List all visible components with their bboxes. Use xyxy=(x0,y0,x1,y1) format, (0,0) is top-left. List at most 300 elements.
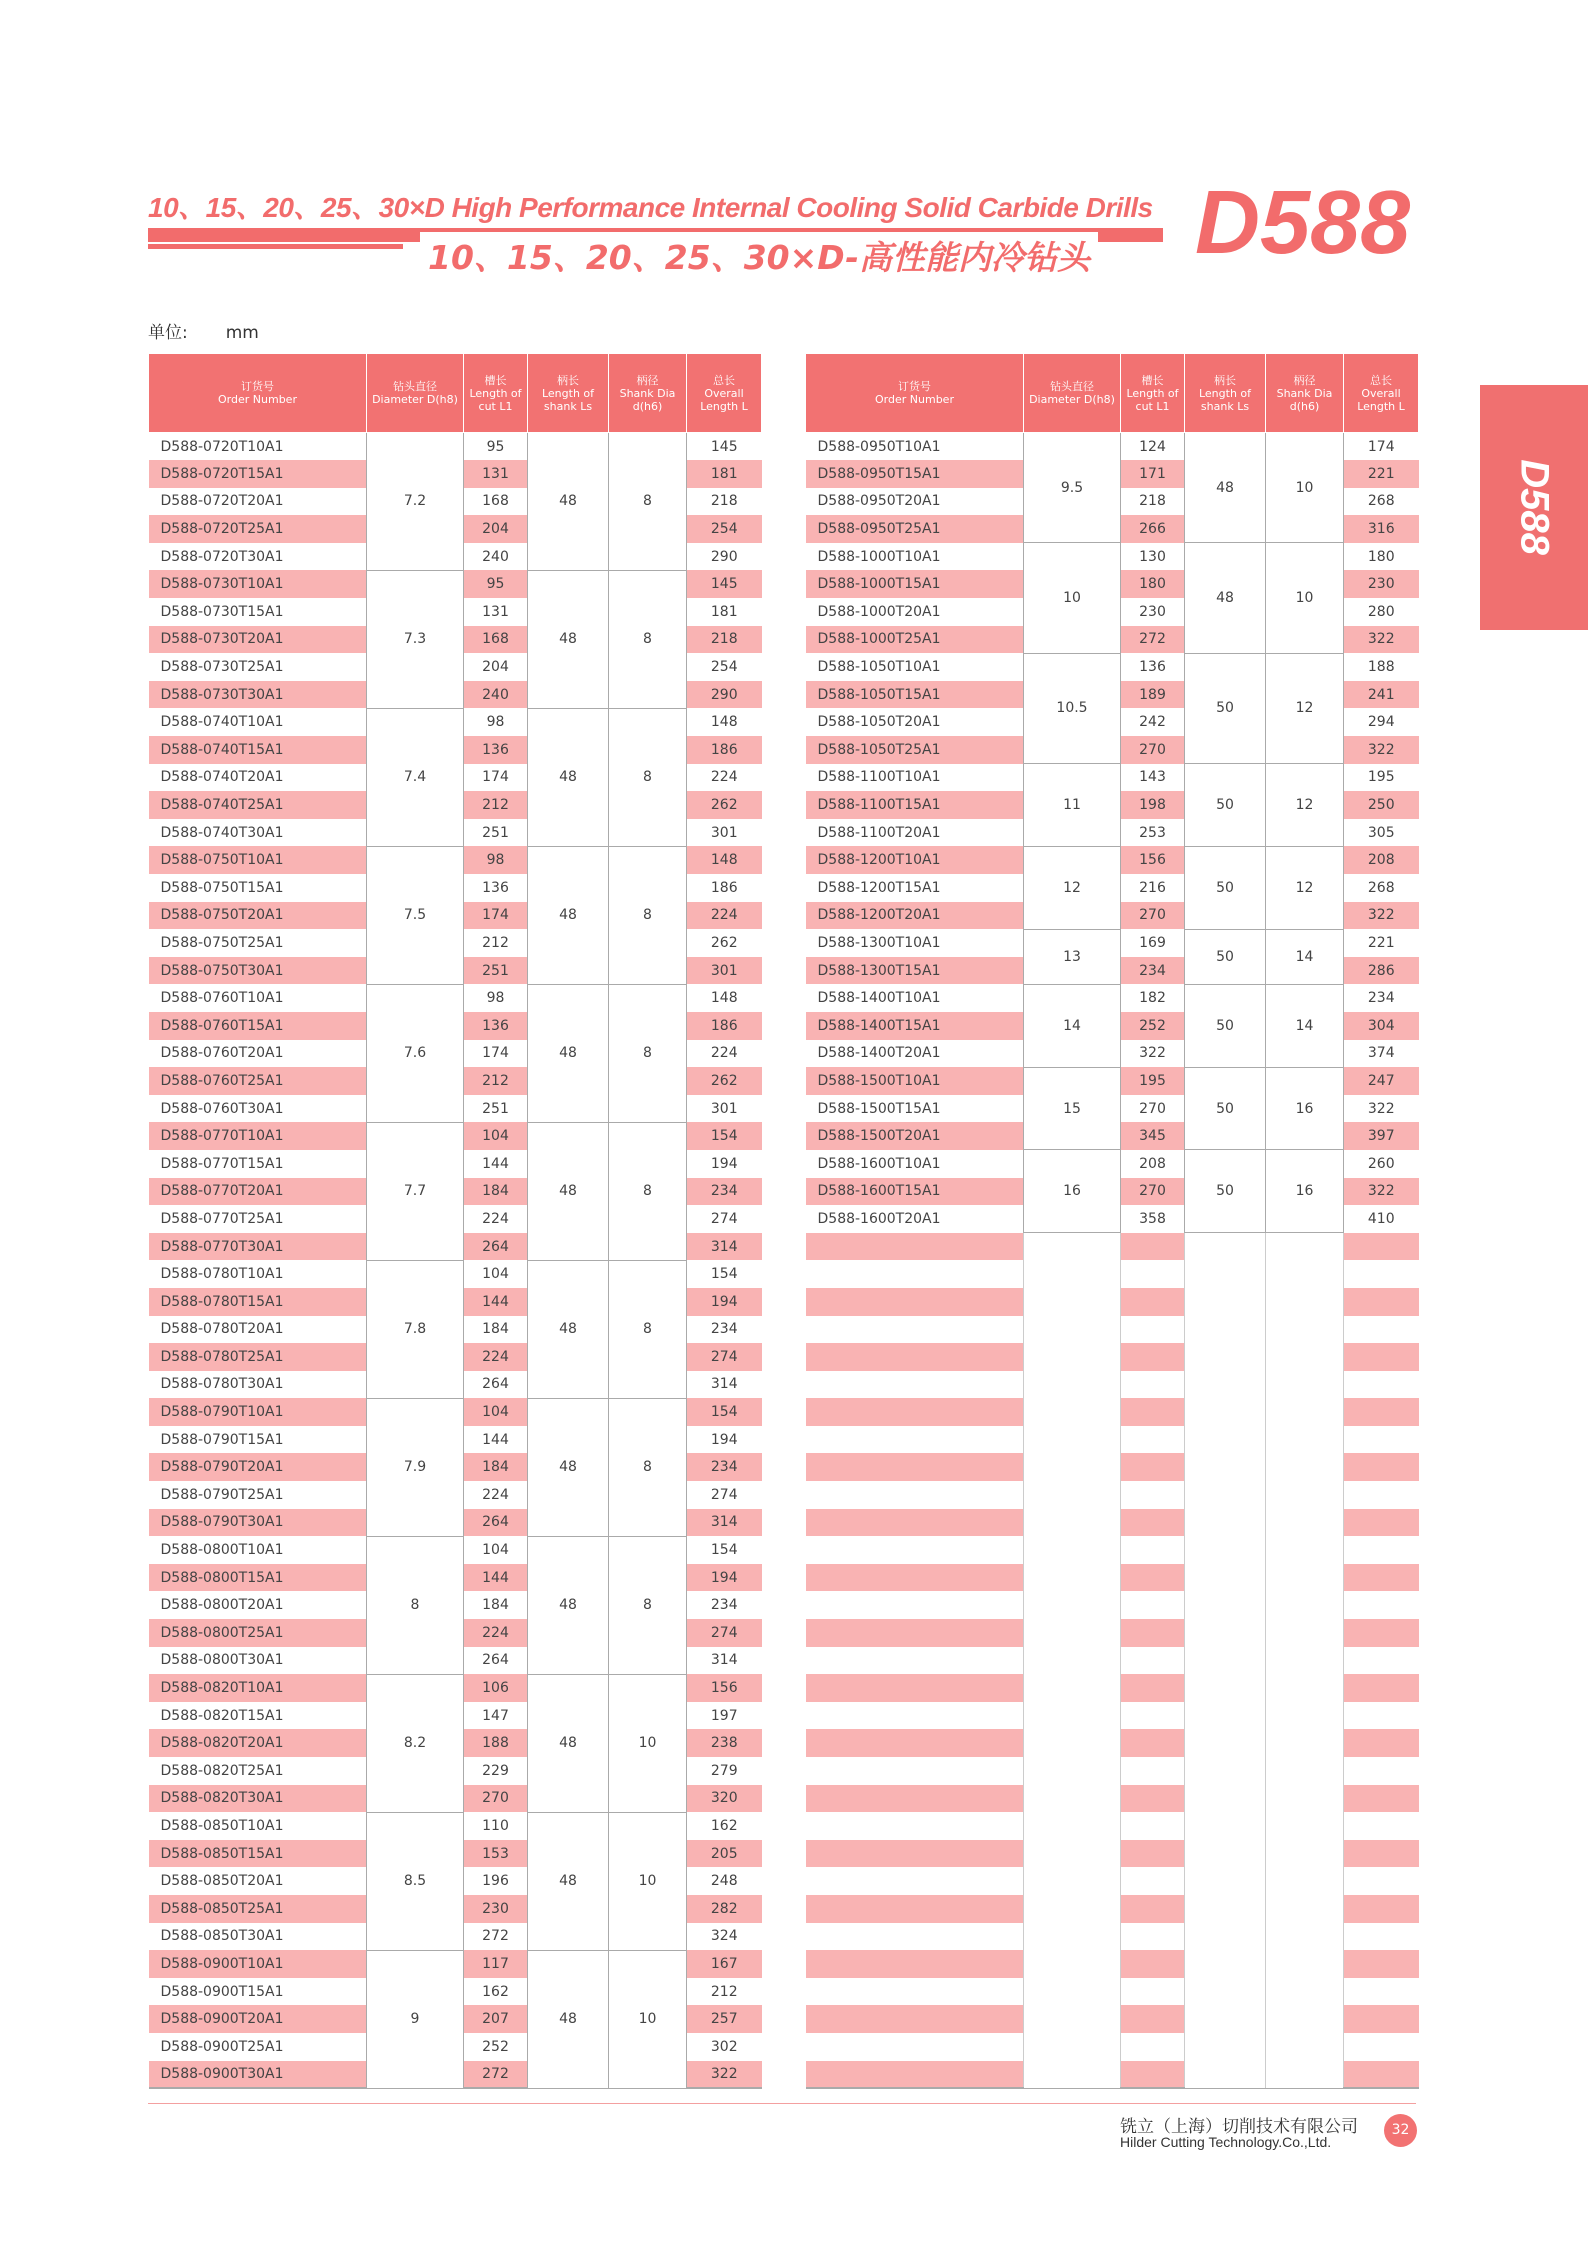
column-header-cn: 柄径 xyxy=(636,373,659,387)
length-of-cut: 117 xyxy=(464,1950,528,1978)
overall-length: 234 xyxy=(687,1453,762,1481)
order-number: D588-0820T10A1 xyxy=(149,1674,367,1702)
column-header-cn: 柄长 xyxy=(1214,373,1236,387)
order-number: D588-0740T15A1 xyxy=(149,736,367,764)
empty-cell xyxy=(1121,1536,1185,1564)
order-number: D588-0820T20A1 xyxy=(149,1729,367,1757)
order-number: D588-0760T25A1 xyxy=(149,1067,367,1095)
diameter-cell: 12 xyxy=(1024,846,1121,929)
shank-length-cell: 48 xyxy=(528,1398,609,1536)
overall-length: 195 xyxy=(1344,764,1419,792)
empty-cell xyxy=(1344,1288,1419,1316)
table-row xyxy=(806,543,1419,571)
overall-length: 250 xyxy=(1344,791,1419,819)
length-of-cut: 144 xyxy=(464,1426,528,1454)
length-of-cut: 240 xyxy=(464,543,528,571)
overall-length: 194 xyxy=(687,1426,762,1454)
length-of-cut: 251 xyxy=(464,957,528,985)
empty-cell xyxy=(806,1288,1024,1316)
table-row xyxy=(149,1812,762,1840)
length-of-cut: 130 xyxy=(1121,543,1185,571)
empty-cell xyxy=(1121,1702,1185,1730)
order-number: D588-1500T20A1 xyxy=(806,1122,1024,1150)
overall-length: 301 xyxy=(687,957,762,985)
empty-cell xyxy=(1344,1674,1419,1702)
order-number: D588-0750T10A1 xyxy=(149,846,367,874)
empty-cell xyxy=(806,1895,1024,1923)
column-header-en: Overall Length L xyxy=(700,386,748,413)
empty-cell xyxy=(1344,1426,1419,1454)
shank-dia-cell: 12 xyxy=(1266,764,1344,847)
column-header-en: Length of cut L1 xyxy=(1126,386,1179,413)
order-number: D588-0800T15A1 xyxy=(149,1564,367,1592)
order-number: D588-0740T25A1 xyxy=(149,791,367,819)
order-number: D588-0780T15A1 xyxy=(149,1288,367,1316)
column-header-en: Length of shank Ls xyxy=(541,386,595,413)
length-of-cut: 104 xyxy=(464,1260,528,1288)
empty-cell xyxy=(1344,1564,1419,1592)
length-of-cut: 184 xyxy=(464,1316,528,1344)
diameter-cell: 14 xyxy=(1024,984,1121,1067)
shank-dia-cell: 10 xyxy=(1266,433,1344,543)
overall-length: 290 xyxy=(687,543,762,571)
empty-cell xyxy=(806,2005,1024,2033)
length-of-cut: 322 xyxy=(1121,1040,1185,1068)
order-number: D588-0770T10A1 xyxy=(149,1122,367,1150)
empty-cell xyxy=(1121,1950,1185,1978)
overall-length: 230 xyxy=(1344,570,1419,598)
empty-cell xyxy=(1121,1895,1185,1923)
overall-length: 279 xyxy=(687,1757,762,1785)
shank-dia-cell: 10 xyxy=(609,1674,687,1812)
order-number: D588-0900T30A1 xyxy=(149,2061,367,2089)
order-number: D588-1100T10A1 xyxy=(806,764,1024,792)
length-of-cut: 184 xyxy=(464,1178,528,1206)
column-header-cn: 钻头直径 xyxy=(393,380,437,393)
overall-length: 238 xyxy=(687,1729,762,1757)
empty-cell xyxy=(1121,1426,1185,1454)
length-of-cut: 184 xyxy=(464,1453,528,1481)
length-of-cut: 168 xyxy=(464,626,528,654)
length-of-cut: 136 xyxy=(464,1012,528,1040)
table-row xyxy=(149,1536,762,1564)
order-number: D588-1500T10A1 xyxy=(806,1067,1024,1095)
length-of-cut: 358 xyxy=(1121,1205,1185,1233)
shank-length-cell: 48 xyxy=(1185,433,1266,543)
overall-length: 304 xyxy=(1344,1012,1419,1040)
order-number: D588-0850T10A1 xyxy=(149,1812,367,1840)
column-header xyxy=(687,354,762,433)
shank-length-cell: 50 xyxy=(1185,984,1266,1067)
empty-cell xyxy=(1344,1260,1419,1288)
length-of-cut: 131 xyxy=(464,598,528,626)
table-row xyxy=(149,1260,762,1288)
order-number: D588-0900T25A1 xyxy=(149,2033,367,2061)
empty-cell xyxy=(1344,1536,1419,1564)
empty-cell xyxy=(1121,1674,1185,1702)
order-number: D588-0720T20A1 xyxy=(149,488,367,516)
empty-cell xyxy=(806,1619,1024,1647)
order-number: D588-0750T30A1 xyxy=(149,957,367,985)
length-of-cut: 198 xyxy=(1121,791,1185,819)
order-number: D588-1200T20A1 xyxy=(806,902,1024,930)
length-of-cut: 224 xyxy=(464,1619,528,1647)
unit-label-text: 单位: xyxy=(148,323,188,343)
column-header xyxy=(149,354,367,433)
empty-cell xyxy=(1344,2033,1419,2061)
diameter-cell: 7.8 xyxy=(367,1260,464,1398)
empty-cell xyxy=(1121,1288,1185,1316)
length-of-cut: 234 xyxy=(1121,957,1185,985)
column-header-en: Length of shank Ls xyxy=(1198,386,1252,413)
length-of-cut: 124 xyxy=(1121,433,1185,461)
empty-cell xyxy=(1344,1398,1419,1426)
length-of-cut: 188 xyxy=(464,1729,528,1757)
overall-length: 260 xyxy=(1344,1150,1419,1178)
order-number: D588-1050T10A1 xyxy=(806,653,1024,681)
length-of-cut: 174 xyxy=(464,1040,528,1068)
overall-length: 268 xyxy=(1344,874,1419,902)
page-number: 32 xyxy=(1384,2114,1417,2147)
length-of-cut: 270 xyxy=(1121,902,1185,930)
length-of-cut: 251 xyxy=(464,1095,528,1123)
length-of-cut: 216 xyxy=(1121,874,1185,902)
order-number: D588-0730T25A1 xyxy=(149,653,367,681)
length-of-cut: 204 xyxy=(464,515,528,543)
empty-cell xyxy=(806,1812,1024,1840)
order-number: D588-0850T20A1 xyxy=(149,1867,367,1895)
length-of-cut: 182 xyxy=(1121,984,1185,1012)
length-of-cut: 264 xyxy=(464,1233,528,1261)
empty-cell xyxy=(1121,1481,1185,1509)
length-of-cut: 131 xyxy=(464,460,528,488)
overall-length: 286 xyxy=(1344,957,1419,985)
overall-length: 234 xyxy=(687,1316,762,1344)
empty-cell xyxy=(1121,1757,1185,1785)
table-row xyxy=(149,1122,762,1150)
empty-cell xyxy=(1121,1867,1185,1895)
diameter-cell: 7.9 xyxy=(367,1398,464,1536)
shank-dia-cell: 8 xyxy=(609,1536,687,1674)
overall-length: 234 xyxy=(687,1591,762,1619)
order-number: D588-0760T20A1 xyxy=(149,1040,367,1068)
shank-length-cell: 50 xyxy=(1185,929,1266,984)
empty-cell xyxy=(1121,1923,1185,1951)
order-number: D588-1600T20A1 xyxy=(806,1205,1024,1233)
overall-length: 167 xyxy=(687,1950,762,1978)
overall-length: 186 xyxy=(687,874,762,902)
empty-cell xyxy=(1024,1233,1121,2088)
overall-length: 302 xyxy=(687,2033,762,2061)
column-header xyxy=(464,354,528,433)
overall-length: 254 xyxy=(687,515,762,543)
order-number: D588-1300T15A1 xyxy=(806,957,1024,985)
empty-cell xyxy=(1344,1812,1419,1840)
order-number: D588-0750T25A1 xyxy=(149,929,367,957)
order-number: D588-0800T25A1 xyxy=(149,1619,367,1647)
empty-cell xyxy=(806,1591,1024,1619)
column-header xyxy=(1185,354,1266,433)
table-row xyxy=(806,764,1419,792)
empty-cell xyxy=(806,1978,1024,2006)
empty-cell xyxy=(806,1867,1024,1895)
order-number: D588-1400T20A1 xyxy=(806,1040,1024,1068)
shank-length-cell: 48 xyxy=(528,1812,609,1950)
empty-cell xyxy=(806,2061,1024,2089)
empty-cell xyxy=(1121,2005,1185,2033)
table-row xyxy=(806,984,1419,1012)
overall-length: 322 xyxy=(1344,626,1419,654)
overall-length: 194 xyxy=(687,1564,762,1592)
empty-cell xyxy=(1344,1785,1419,1813)
empty-cell xyxy=(1344,1343,1419,1371)
shank-length-cell: 48 xyxy=(528,1122,609,1260)
order-number: D588-1300T10A1 xyxy=(806,929,1024,957)
overall-length: 268 xyxy=(1344,488,1419,516)
shank-dia-cell: 10 xyxy=(1266,543,1344,653)
shank-length-cell: 48 xyxy=(528,570,609,708)
column-header-cn: 钻头直径 xyxy=(1050,380,1094,393)
length-of-cut: 171 xyxy=(1121,460,1185,488)
overall-length: 320 xyxy=(687,1785,762,1813)
overall-length: 197 xyxy=(687,1702,762,1730)
length-of-cut: 196 xyxy=(464,1867,528,1895)
shank-dia-cell: 8 xyxy=(609,1122,687,1260)
length-of-cut: 270 xyxy=(1121,1095,1185,1123)
order-number: D588-0740T30A1 xyxy=(149,819,367,847)
shank-length-cell: 48 xyxy=(528,1950,609,2088)
table-row xyxy=(149,1398,762,1426)
length-of-cut: 189 xyxy=(1121,681,1185,709)
empty-cell xyxy=(806,1481,1024,1509)
overall-length: 224 xyxy=(687,1040,762,1068)
order-number: D588-0900T15A1 xyxy=(149,1978,367,2006)
title-chinese: 10、15、20、25、30×D-高性能内冷钻头 xyxy=(420,232,1098,279)
overall-length: 301 xyxy=(687,1095,762,1123)
length-of-cut: 144 xyxy=(464,1288,528,1316)
overall-length: 218 xyxy=(687,626,762,654)
overall-length: 145 xyxy=(687,433,762,461)
overall-length: 212 xyxy=(687,1978,762,2006)
column-header-cn: 柄径 xyxy=(1293,373,1316,387)
column-header xyxy=(1121,354,1185,433)
shank-length-cell: 50 xyxy=(1185,846,1266,929)
shank-dia-cell: 8 xyxy=(609,1260,687,1398)
order-number: D588-0780T10A1 xyxy=(149,1260,367,1288)
order-number: D588-1500T15A1 xyxy=(806,1095,1024,1123)
shank-dia-cell: 8 xyxy=(609,846,687,984)
length-of-cut: 95 xyxy=(464,570,528,598)
length-of-cut: 110 xyxy=(464,1812,528,1840)
diameter-cell: 9 xyxy=(367,1950,464,2088)
order-number: D588-1200T15A1 xyxy=(806,874,1024,902)
diameter-cell: 7.3 xyxy=(367,570,464,708)
order-number: D588-0820T25A1 xyxy=(149,1757,367,1785)
empty-cell xyxy=(806,1371,1024,1399)
overall-length: 290 xyxy=(687,681,762,709)
table-row xyxy=(806,653,1419,681)
product-table-left xyxy=(148,353,762,2089)
shank-length-cell: 50 xyxy=(1185,1067,1266,1150)
company-name-chinese: 铣立（上海）切削技术有限公司 xyxy=(1120,2117,1358,2137)
overall-length: 224 xyxy=(687,764,762,792)
shank-dia-cell: 14 xyxy=(1266,929,1344,984)
order-number: D588-1200T10A1 xyxy=(806,846,1024,874)
empty-cell xyxy=(1121,1371,1185,1399)
diameter-cell: 10 xyxy=(1024,543,1121,653)
column-header xyxy=(1024,354,1121,433)
shank-dia-cell: 8 xyxy=(609,984,687,1122)
product-code-logo: D588 xyxy=(1195,173,1411,273)
order-number: D588-0760T15A1 xyxy=(149,1012,367,1040)
empty-cell xyxy=(1121,1316,1185,1344)
empty-cell xyxy=(1344,1233,1419,1261)
order-number: D588-0900T10A1 xyxy=(149,1950,367,1978)
table-row xyxy=(806,1067,1419,1095)
table-row xyxy=(806,846,1419,874)
empty-cell xyxy=(806,1343,1024,1371)
unit-value: mm xyxy=(225,323,259,343)
overall-length: 254 xyxy=(687,653,762,681)
overall-length: 322 xyxy=(1344,1178,1419,1206)
column-header-cn: 槽长 xyxy=(484,373,507,387)
diameter-cell: 15 xyxy=(1024,1067,1121,1150)
order-number: D588-0790T20A1 xyxy=(149,1453,367,1481)
diameter-cell: 8.5 xyxy=(367,1812,464,1950)
length-of-cut: 212 xyxy=(464,1067,528,1095)
column-header xyxy=(528,354,609,433)
empty-cell xyxy=(1121,1591,1185,1619)
overall-length: 218 xyxy=(687,488,762,516)
empty-cell xyxy=(1344,1481,1419,1509)
order-number: D588-0720T15A1 xyxy=(149,460,367,488)
column-header-en: Shank Dia d(h6) xyxy=(619,386,676,413)
length-of-cut: 104 xyxy=(464,1398,528,1426)
length-of-cut: 204 xyxy=(464,653,528,681)
length-of-cut: 218 xyxy=(1121,488,1185,516)
order-number: D588-0770T20A1 xyxy=(149,1178,367,1206)
overall-length: 314 xyxy=(687,1371,762,1399)
empty-cell xyxy=(1121,1343,1185,1371)
empty-cell xyxy=(1344,2005,1419,2033)
company-name-english: Hilder Cutting Technology.Co.,Ltd. xyxy=(1120,2134,1332,2150)
length-of-cut: 195 xyxy=(1121,1067,1185,1095)
order-number: D588-0790T30A1 xyxy=(149,1509,367,1537)
column-header-cn: 柄长 xyxy=(557,373,579,387)
shank-dia-cell: 12 xyxy=(1266,653,1344,763)
column-header-en: Length of cut L1 xyxy=(469,386,522,413)
table-row xyxy=(149,846,762,874)
empty-row xyxy=(806,1233,1419,1261)
overall-length: 314 xyxy=(687,1233,762,1261)
overall-length: 154 xyxy=(687,1536,762,1564)
empty-cell xyxy=(1344,1867,1419,1895)
overall-length: 397 xyxy=(1344,1122,1419,1150)
table-row xyxy=(806,1150,1419,1178)
shank-length-cell: 48 xyxy=(528,984,609,1122)
overall-length: 322 xyxy=(1344,902,1419,930)
overall-length: 194 xyxy=(687,1150,762,1178)
overall-length: 194 xyxy=(687,1288,762,1316)
empty-cell xyxy=(806,1426,1024,1454)
overall-length: 154 xyxy=(687,1122,762,1150)
length-of-cut: 252 xyxy=(464,2033,528,2061)
empty-cell xyxy=(1344,1647,1419,1675)
order-number: D588-0730T30A1 xyxy=(149,681,367,709)
empty-cell xyxy=(1121,1978,1185,2006)
empty-cell xyxy=(1344,1757,1419,1785)
empty-cell xyxy=(806,1453,1024,1481)
empty-cell xyxy=(806,1260,1024,1288)
table-row xyxy=(149,570,762,598)
length-of-cut: 162 xyxy=(464,1978,528,2006)
diameter-cell: 7.4 xyxy=(367,708,464,846)
order-number: D588-0950T20A1 xyxy=(806,488,1024,516)
column-header-en: Diameter D(h8) xyxy=(1029,393,1115,406)
overall-length: 154 xyxy=(687,1398,762,1426)
empty-cell xyxy=(1121,2061,1185,2089)
overall-length: 316 xyxy=(1344,515,1419,543)
length-of-cut: 266 xyxy=(1121,515,1185,543)
length-of-cut: 95 xyxy=(464,433,528,461)
diameter-cell: 13 xyxy=(1024,929,1121,984)
table-row xyxy=(149,1674,762,1702)
column-header xyxy=(1266,354,1344,433)
length-of-cut: 156 xyxy=(1121,846,1185,874)
order-number: D588-0750T20A1 xyxy=(149,902,367,930)
empty-cell xyxy=(1344,1619,1419,1647)
overall-length: 234 xyxy=(687,1178,762,1206)
length-of-cut: 270 xyxy=(464,1785,528,1813)
order-number: D588-1000T10A1 xyxy=(806,543,1024,571)
length-of-cut: 229 xyxy=(464,1757,528,1785)
order-number: D588-1100T20A1 xyxy=(806,819,1024,847)
column-header-cn: 订货号 xyxy=(898,380,931,393)
empty-cell xyxy=(1121,1619,1185,1647)
overall-length: 186 xyxy=(687,736,762,764)
empty-cell xyxy=(1344,1591,1419,1619)
diameter-cell: 7.5 xyxy=(367,846,464,984)
shank-dia-cell: 16 xyxy=(1266,1067,1344,1150)
product-table-right xyxy=(805,353,1419,2089)
overall-length: 314 xyxy=(687,1509,762,1537)
order-number: D588-0770T15A1 xyxy=(149,1150,367,1178)
empty-cell xyxy=(1121,1785,1185,1813)
order-number: D588-0750T15A1 xyxy=(149,874,367,902)
order-number: D588-0800T10A1 xyxy=(149,1536,367,1564)
column-header-cn: 总长 xyxy=(713,373,735,387)
length-of-cut: 147 xyxy=(464,1702,528,1730)
order-number: D588-0850T30A1 xyxy=(149,1923,367,1951)
overall-length: 208 xyxy=(1344,846,1419,874)
shank-length-cell: 50 xyxy=(1185,1150,1266,1233)
shank-dia-cell: 8 xyxy=(609,570,687,708)
empty-cell xyxy=(1344,1371,1419,1399)
shank-length-cell: 48 xyxy=(528,1260,609,1398)
length-of-cut: 144 xyxy=(464,1564,528,1592)
empty-cell xyxy=(806,1757,1024,1785)
empty-cell xyxy=(806,1923,1024,1951)
length-of-cut: 242 xyxy=(1121,708,1185,736)
order-number: D588-1100T15A1 xyxy=(806,791,1024,819)
shank-dia-cell: 10 xyxy=(609,1812,687,1950)
order-number: D588-0820T30A1 xyxy=(149,1785,367,1813)
length-of-cut: 253 xyxy=(1121,819,1185,847)
empty-cell xyxy=(1344,2061,1419,2089)
length-of-cut: 104 xyxy=(464,1536,528,1564)
empty-cell xyxy=(1344,1453,1419,1481)
empty-cell xyxy=(1344,1316,1419,1344)
